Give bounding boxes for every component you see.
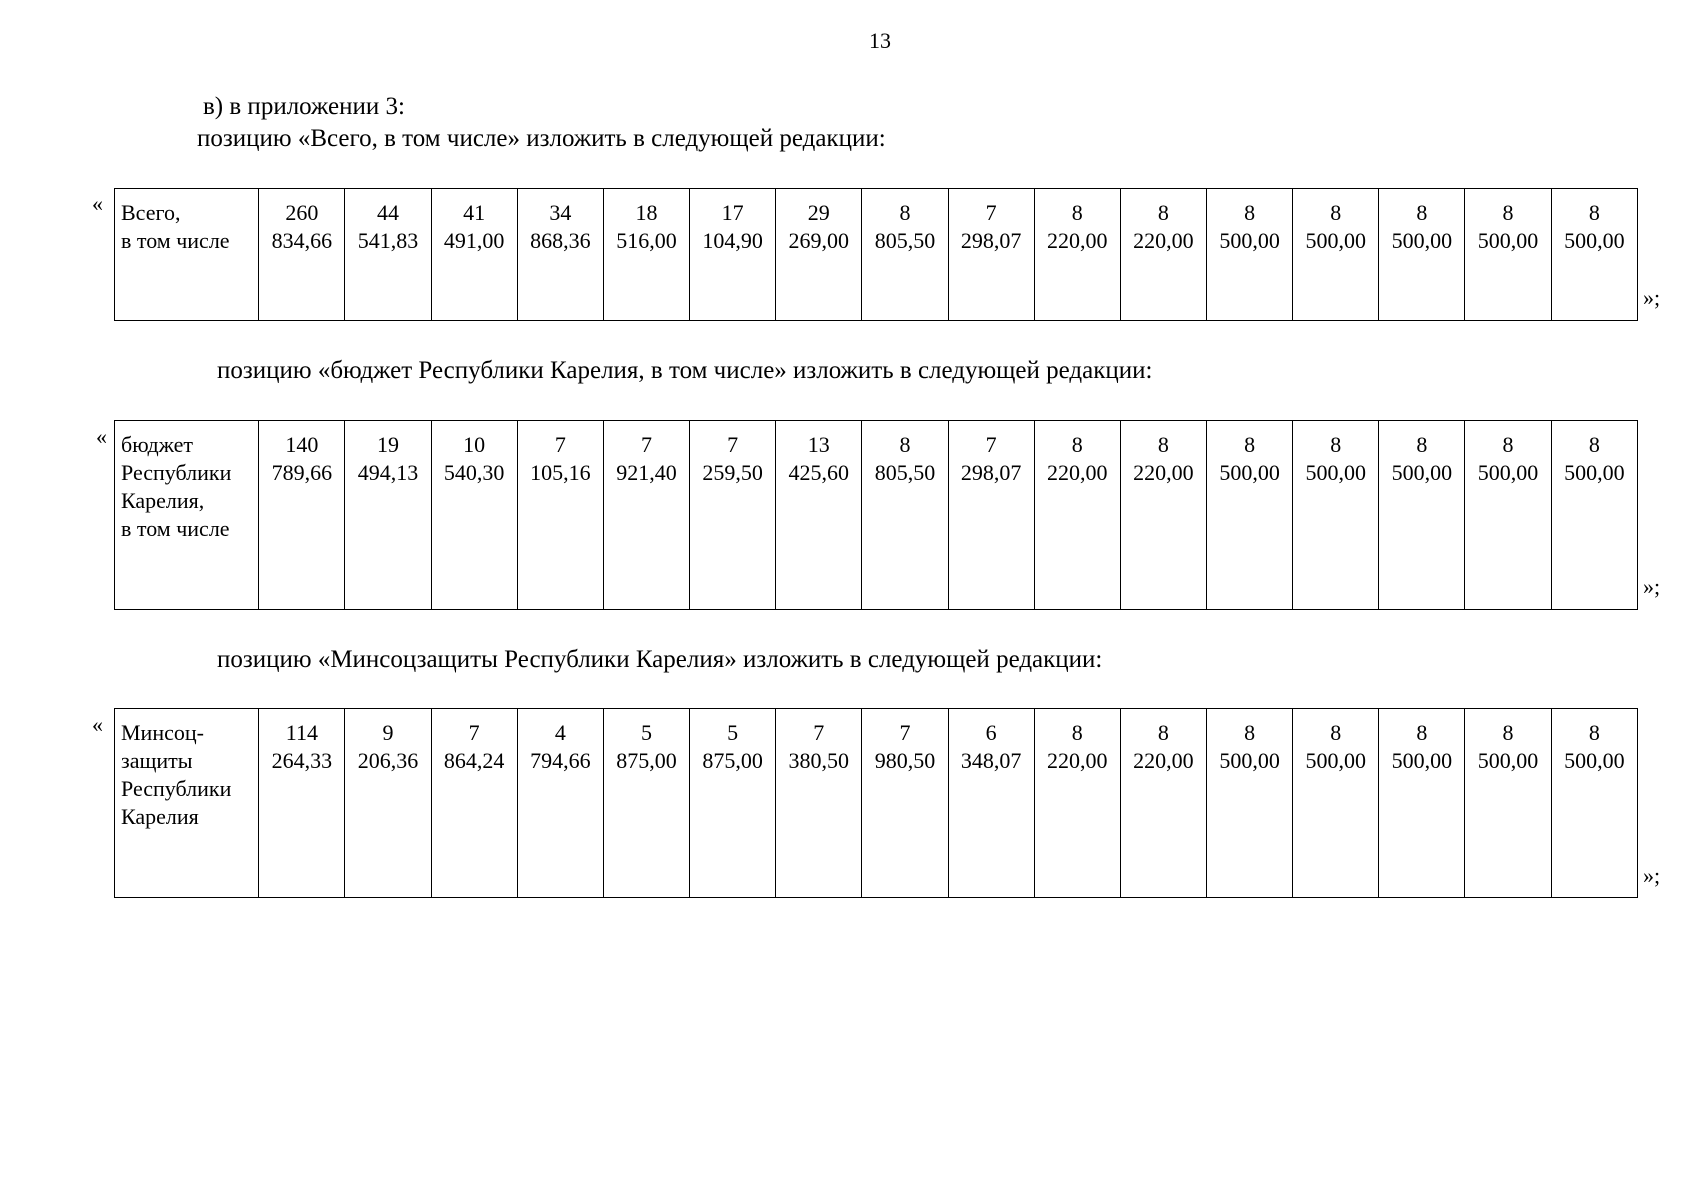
value-thousands: 7: [985, 432, 997, 457]
value-remainder: 259,50: [702, 460, 763, 485]
value-thousands: 5: [640, 720, 652, 745]
value-remainder: 494,13: [357, 460, 419, 485]
quote-open-3: «: [92, 712, 103, 737]
value-cell: [1120, 189, 1206, 321]
value-cell: [345, 189, 431, 321]
value-cell: [948, 709, 1034, 898]
intro-line-1: в) в приложении 3:: [203, 93, 405, 120]
value-cell: [948, 189, 1034, 321]
value-cell: [1379, 709, 1465, 898]
value-remainder: 500,00: [1305, 748, 1366, 773]
row-label-line: Республики: [121, 460, 232, 485]
value-remainder: 500,00: [1477, 228, 1539, 253]
value-thousands: 17: [721, 200, 744, 225]
value-remainder: 220,00: [1133, 748, 1194, 773]
value-remainder: 875,00: [616, 748, 677, 773]
value-thousands: 8: [1071, 432, 1083, 457]
table-budget: [114, 420, 1638, 610]
value-remainder: 875,00: [702, 748, 763, 773]
value-remainder: 864,24: [443, 748, 505, 773]
value-cell: [862, 421, 948, 610]
value-thousands: 8: [1588, 720, 1600, 745]
value-thousands: 6: [985, 720, 997, 745]
table-total: [114, 188, 1638, 321]
value-cell: [431, 421, 517, 610]
value-cell: [690, 421, 776, 610]
value-remainder: 500,00: [1305, 228, 1366, 253]
value-cell: [603, 421, 689, 610]
value-cell: [1293, 709, 1379, 898]
value-cell: [259, 189, 345, 321]
value-cell: [1551, 421, 1637, 610]
value-thousands: 8: [899, 432, 911, 457]
table-row: [115, 421, 1638, 610]
row-label-line: Республики: [121, 776, 232, 801]
quote-close-1: »;: [1643, 285, 1661, 310]
value-remainder: 500,00: [1219, 460, 1280, 485]
value-thousands: 260: [285, 200, 319, 225]
value-thousands: 8: [1330, 432, 1342, 457]
value-cell: [1034, 709, 1120, 898]
value-cell: [1207, 421, 1293, 610]
row-label: [115, 421, 259, 610]
value-remainder: 220,00: [1133, 460, 1194, 485]
value-remainder: 500,00: [1219, 228, 1280, 253]
value-remainder: 500,00: [1564, 460, 1625, 485]
value-remainder: 220,00: [1047, 748, 1108, 773]
quote-open-2: «: [96, 424, 107, 449]
intro-line-3: позицию «бюджет Республики Карелия, в том числе» изложить в следующей редакции:: [217, 357, 1153, 384]
value-thousands: 114: [285, 720, 318, 745]
value-thousands: 29: [807, 200, 830, 225]
value-thousands: 8: [1502, 432, 1514, 457]
value-thousands: 7: [727, 432, 739, 457]
value-cell: [690, 189, 776, 321]
value-remainder: 789,66: [271, 460, 333, 485]
value-thousands: 13: [807, 432, 830, 457]
value-cell: [776, 421, 862, 610]
value-thousands: 4: [554, 720, 566, 745]
value-cell: [1465, 421, 1551, 610]
value-cell: [1120, 421, 1206, 610]
value-cell: [259, 421, 345, 610]
value-remainder: 264,33: [271, 748, 333, 773]
value-thousands: 9: [382, 720, 394, 745]
value-thousands: 8: [1157, 432, 1169, 457]
value-remainder: 540,30: [443, 460, 505, 485]
value-remainder: 500,00: [1477, 460, 1539, 485]
page-number: 13: [869, 28, 891, 53]
value-thousands: 8: [1071, 720, 1083, 745]
value-remainder: 500,00: [1305, 460, 1366, 485]
value-remainder: 220,00: [1047, 460, 1108, 485]
value-thousands: 10: [463, 432, 486, 457]
value-remainder: 105,16: [530, 460, 591, 485]
table-row: [115, 709, 1638, 898]
value-cell: [517, 189, 603, 321]
row-label: [115, 709, 259, 898]
intro-line-2: позицию «Всего, в том числе» изложить в следующей редакции:: [197, 125, 886, 152]
row-label-line: бюджет: [121, 432, 193, 457]
value-remainder: 348,07: [960, 748, 1022, 773]
value-cell: [1551, 189, 1637, 321]
value-cell: [1034, 189, 1120, 321]
value-remainder: 541,83: [357, 228, 419, 253]
value-cell: [517, 709, 603, 898]
value-cell: [603, 189, 689, 321]
value-remainder: 269,00: [788, 228, 850, 253]
value-thousands: 8: [899, 200, 911, 225]
value-remainder: 104,90: [702, 228, 763, 253]
value-cell: [1465, 709, 1551, 898]
value-remainder: 868,36: [530, 228, 591, 253]
value-cell: [345, 709, 431, 898]
value-thousands: 140: [285, 432, 319, 457]
value-remainder: 425,60: [788, 460, 850, 485]
value-thousands: 8: [1502, 200, 1514, 225]
value-thousands: 7: [813, 720, 825, 745]
value-remainder: 805,50: [874, 228, 936, 253]
value-cell: [862, 189, 948, 321]
row-label-line: Карелия: [121, 804, 199, 829]
value-cell: [1465, 189, 1551, 321]
value-thousands: 44: [377, 200, 400, 225]
value-cell: [1207, 709, 1293, 898]
value-thousands: 7: [985, 200, 997, 225]
value-thousands: 19: [377, 432, 400, 457]
value-remainder: 500,00: [1391, 460, 1453, 485]
value-remainder: 500,00: [1564, 748, 1625, 773]
value-thousands: 34: [549, 200, 572, 225]
row-label: [115, 189, 259, 321]
value-cell: [690, 709, 776, 898]
value-cell: [1293, 421, 1379, 610]
value-thousands: 8: [1244, 720, 1256, 745]
value-thousands: 18: [635, 200, 658, 225]
value-thousands: 7: [640, 432, 652, 457]
value-remainder: 834,66: [271, 228, 333, 253]
value-cell: [603, 709, 689, 898]
intro-line-4: позицию «Минсоцзащиты Республики Карелия» изложить в следующей редакции:: [217, 646, 1103, 673]
value-remainder: 805,50: [874, 460, 936, 485]
row-label-line: Минсоц-: [121, 720, 204, 745]
quote-open-1: «: [92, 191, 103, 216]
value-remainder: 298,07: [960, 228, 1022, 253]
value-remainder: 500,00: [1219, 748, 1280, 773]
row-label-line: защиты: [121, 748, 193, 773]
row-label-line: в том числе: [121, 516, 230, 541]
value-remainder: 491,00: [443, 228, 505, 253]
value-remainder: 500,00: [1391, 748, 1453, 773]
value-remainder: 980,50: [874, 748, 936, 773]
value-thousands: 5: [727, 720, 739, 745]
value-thousands: 7: [468, 720, 480, 745]
row-label-line: Карелия,: [121, 488, 205, 513]
value-thousands: 7: [554, 432, 566, 457]
value-remainder: 298,07: [960, 460, 1022, 485]
row-label-line: Всего,: [121, 200, 181, 225]
value-cell: [1379, 189, 1465, 321]
value-cell: [1551, 709, 1637, 898]
value-cell: [1120, 709, 1206, 898]
value-cell: [517, 421, 603, 610]
value-thousands: 8: [1502, 720, 1514, 745]
value-thousands: 41: [463, 200, 486, 225]
value-thousands: 8: [1071, 200, 1083, 225]
value-thousands: 8: [1157, 720, 1169, 745]
value-remainder: 206,36: [357, 748, 419, 773]
value-thousands: 7: [899, 720, 911, 745]
value-cell: [776, 709, 862, 898]
value-remainder: 500,00: [1391, 228, 1453, 253]
table-minsoc: [114, 708, 1638, 898]
value-cell: [345, 421, 431, 610]
value-cell: [948, 421, 1034, 610]
value-thousands: 8: [1416, 200, 1428, 225]
value-cell: [259, 709, 345, 898]
value-remainder: 220,00: [1133, 228, 1194, 253]
value-remainder: 794,66: [530, 748, 591, 773]
value-thousands: 8: [1157, 200, 1169, 225]
value-cell: [1293, 189, 1379, 321]
value-remainder: 380,50: [788, 748, 850, 773]
value-remainder: 500,00: [1477, 748, 1539, 773]
value-thousands: 8: [1330, 200, 1342, 225]
value-cell: [431, 709, 517, 898]
value-thousands: 8: [1416, 432, 1428, 457]
value-cell: [1379, 421, 1465, 610]
value-remainder: 921,40: [616, 460, 677, 485]
value-cell: [776, 189, 862, 321]
value-cell: [1034, 421, 1120, 610]
quote-close-3: »;: [1643, 863, 1661, 888]
value-thousands: 8: [1588, 432, 1600, 457]
value-thousands: 8: [1588, 200, 1600, 225]
value-cell: [862, 709, 948, 898]
value-remainder: 516,00: [616, 228, 677, 253]
value-cell: [431, 189, 517, 321]
value-thousands: 8: [1416, 720, 1428, 745]
value-thousands: 8: [1244, 432, 1256, 457]
table-row: [115, 189, 1638, 321]
value-cell: [1207, 189, 1293, 321]
quote-close-2: »;: [1643, 574, 1661, 599]
value-thousands: 8: [1330, 720, 1342, 745]
value-remainder: 500,00: [1564, 228, 1625, 253]
value-remainder: 220,00: [1047, 228, 1108, 253]
row-label-line: в том числе: [121, 228, 230, 253]
value-thousands: 8: [1244, 200, 1256, 225]
